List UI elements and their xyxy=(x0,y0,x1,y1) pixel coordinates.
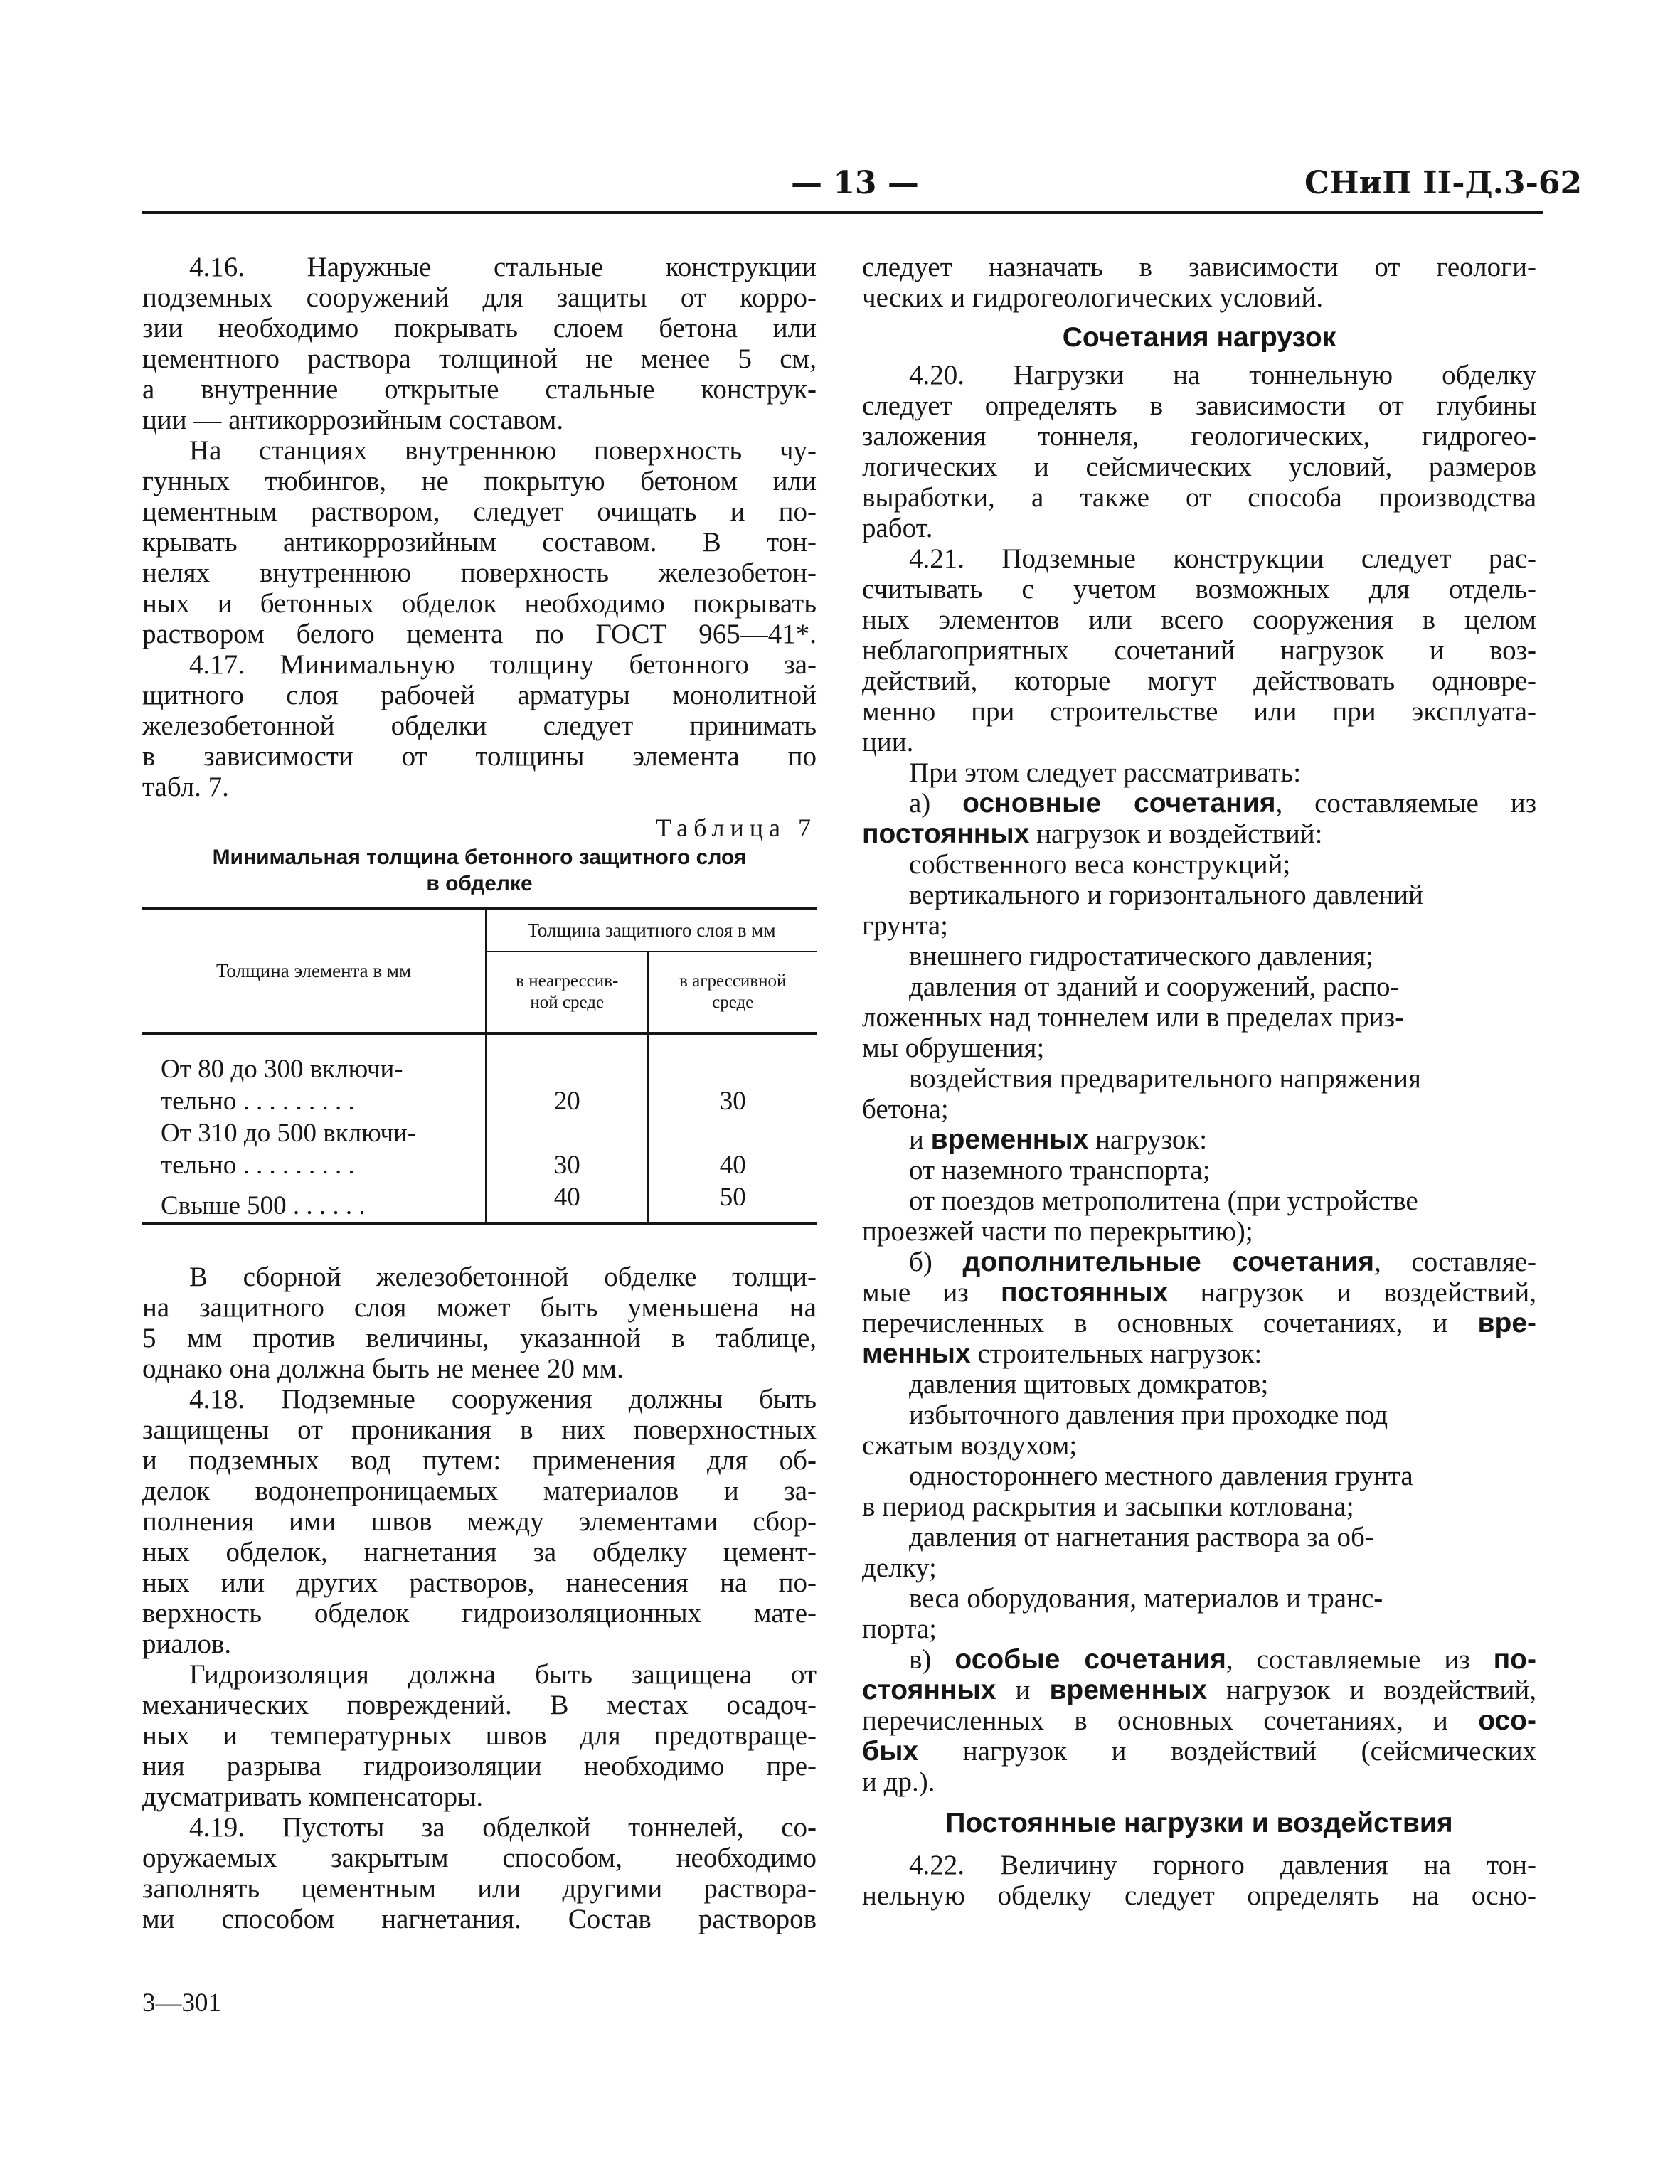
text-line: неблагоприятных сочетаний нагрузок и воз- xyxy=(862,635,1536,666)
table-header-non-aggressive: в неагрессив- ной среде xyxy=(486,952,648,1033)
list-item: одностороннего местного давления грунта xyxy=(909,1461,1413,1491)
text-line: механических повреждений. В местах осадоч- xyxy=(142,1690,817,1720)
text-line: ми способом нагнетания. Состав растворов xyxy=(142,1904,817,1934)
document-code: СНиП II-Д.3-62 xyxy=(1304,165,1583,201)
text-line: перечисленных в основных сочетаниях, и вре- xyxy=(862,1308,1536,1338)
paragraph-precast xyxy=(142,1262,817,1384)
text-line: заполнять цементным или другими раствора- xyxy=(142,1873,817,1904)
print-signature: 3—301 xyxy=(142,1988,221,2018)
paragraph-4-21 xyxy=(862,543,1536,757)
list-b-items xyxy=(862,1369,1536,1644)
text-line: ния разрыва гидроизоляции необходимо пре- xyxy=(142,1751,817,1781)
text-line: делок водонепроницаемых материалов и за- xyxy=(142,1476,817,1506)
table-header-cover-thickness: Толщина защитного слоя в мм xyxy=(486,908,817,952)
text-line: зии необходимо покрывать слоем бетона или xyxy=(142,313,817,343)
list-item: вертикального и горизонтального давлений xyxy=(909,880,1423,910)
text-line: выработки, а также от способа производства xyxy=(862,482,1536,513)
list-item: от поездов метрополитена (при устройстве xyxy=(909,1186,1418,1216)
table-number: Таблица 7 xyxy=(656,814,817,842)
list-item: веса оборудования, материалов и транс- xyxy=(909,1583,1383,1614)
list-item: внешнего гидростатического давления; xyxy=(909,941,1374,971)
paragraph-4-16 xyxy=(142,252,817,435)
text-line: считывать с учетом возможных для отдель- xyxy=(862,574,1536,604)
table-row xyxy=(142,1181,817,1223)
text-line: железобетонной обделки следует принимать xyxy=(142,710,817,741)
list-item: давления щитовых домкратов; xyxy=(909,1369,1269,1400)
text-line: ных или других растворов, нанесения на по- xyxy=(142,1567,817,1598)
table-cell-value: 20 xyxy=(486,1033,648,1117)
list-item: грунта; xyxy=(862,910,949,941)
text-line: ных элементов или всего сооружения в целом xyxy=(862,604,1536,635)
table-cell-value: 50 xyxy=(648,1181,817,1223)
list-item: проезжей части по перекрытию); xyxy=(862,1216,1253,1247)
list-item: порта; xyxy=(862,1614,937,1644)
text-line: перечисленных в основных сочетаниях, и осо- xyxy=(862,1705,1536,1736)
list-item: давления от зданий и сооружений, распо- xyxy=(909,971,1400,1002)
text-line: табл. 7. xyxy=(142,772,229,802)
text-line: ных и температурных швов для предотвраще- xyxy=(142,1720,817,1751)
list-item: собственного веса конструкций; xyxy=(909,849,1291,880)
text-line: менных строительных нагрузок: xyxy=(862,1338,1262,1369)
section-heading: Сочетания нагрузок xyxy=(1062,322,1336,353)
table-cell-label: От 310 до 500 включи- тельно . . . . . . . . . xyxy=(142,1117,486,1181)
thickness-table xyxy=(142,907,817,1225)
list-item: сжатым воздухом; xyxy=(862,1430,1078,1461)
text-line: 4.17. Минимальную толщину бетонного за- xyxy=(189,649,817,680)
table-row xyxy=(142,1117,817,1181)
paragraph-waterproofing xyxy=(142,1659,817,1812)
text-line: мые из постоянных нагрузок и воздействий, xyxy=(862,1277,1536,1308)
list-item-b: б) дополнительные сочетания, составляе- xyxy=(909,1247,1536,1277)
text-line: 5 мм против величины, указанной в таблице, xyxy=(142,1323,817,1353)
table-title: в обделке xyxy=(426,872,533,895)
text-line: 4.18. Подземные сооружения должны быть xyxy=(189,1384,817,1415)
paragraph-4-20 xyxy=(862,360,1536,543)
text-line: 4.21. Подземные конструкции следует рас- xyxy=(909,543,1536,574)
list-item: избыточного давления при проходке под xyxy=(909,1400,1388,1430)
right-column xyxy=(862,252,1536,1911)
text-line: верхность обделок гидроизоляционных мате- xyxy=(142,1598,817,1629)
list-item-c: в) особые сочетания, составляемые из по- xyxy=(909,1644,1536,1675)
table-cell-label: Свыше 500 . . . . . . xyxy=(142,1181,486,1223)
table-row xyxy=(142,1033,817,1117)
text-line: 4.22. Величину горного давления на тон- xyxy=(909,1850,1536,1880)
paragraph-4-22 xyxy=(862,1850,1536,1911)
list-item: от наземного транспорта; xyxy=(909,1155,1211,1186)
table-cell-label: От 80 до 300 включи- тельно . . . . . . . . . xyxy=(142,1033,486,1117)
text-line: оружаемых закрытым способом, необходимо xyxy=(142,1843,817,1873)
text-line: и временных нагрузок: xyxy=(909,1124,1208,1155)
text-line: ции — антикоррозийным составом. xyxy=(142,405,564,435)
text-line: ции. xyxy=(862,727,914,757)
paragraph-4-17 xyxy=(142,649,817,802)
text-line: ческих и гидрогеологических условий. xyxy=(862,282,1324,313)
text-line: подземных сооружений для защиты от корро- xyxy=(142,282,817,313)
text-line: менно при строительстве или при эксплуата- xyxy=(862,696,1536,727)
text-line: работ. xyxy=(862,513,933,543)
list-item: мы обрушения; xyxy=(862,1033,1045,1063)
section-heading: Постоянные нагрузки и воздействия xyxy=(945,1808,1453,1838)
text-line: нельную обделку следует определять на осно- xyxy=(862,1880,1536,1911)
paragraph-4-19-continued xyxy=(862,252,1536,313)
list-item-a: а) основные сочетания, составляемые из xyxy=(909,788,1536,819)
text-line: ных обделок, нагнетания за обделку цемент- xyxy=(142,1537,817,1567)
paragraph-stations xyxy=(142,435,817,649)
text-line: однако она должна быть не менее 20 мм. xyxy=(142,1353,624,1384)
text-line: а внутренние открытые стальные конструк- xyxy=(142,374,817,405)
paragraph-4-19 xyxy=(142,1812,817,1934)
text-line: и подземных вод путем: применения для об- xyxy=(142,1445,817,1476)
table-cell-value: 30 xyxy=(648,1033,817,1117)
table-cell-value: 40 xyxy=(648,1117,817,1181)
text-line: логических и сейсмических условий, размеров xyxy=(862,452,1536,482)
left-column xyxy=(142,252,817,1934)
text-line: В сборной железобетонной обделке толщи- xyxy=(189,1262,817,1292)
text-line: следует определять в зависимости от глубины xyxy=(862,390,1536,421)
list-item: в период раскрытия и засыпки котлована; xyxy=(862,1491,1354,1522)
table-header-element-thickness: Толщина элемента в мм xyxy=(142,908,486,1033)
text-line: 4.19. Пустоты за обделкой тоннелей, со- xyxy=(189,1812,817,1843)
page-number: — 13 — xyxy=(791,165,919,201)
text-line: Гидроизоляция должна быть защищена от xyxy=(189,1659,817,1690)
list-temp-items xyxy=(862,1155,1536,1247)
text-line: и др.). xyxy=(862,1767,935,1797)
text-line: риалов. xyxy=(142,1629,232,1659)
text-line: цементного раствора толщиной не менее 5 см, xyxy=(142,343,817,374)
text-line: дусматривать компенсаторы. xyxy=(142,1781,484,1812)
list-item: воздействия предварительного напряжения xyxy=(909,1063,1421,1094)
text-line: На станциях внутреннюю поверхность чу- xyxy=(189,435,817,466)
text-line: нелях внутреннюю поверхность железобетон- xyxy=(142,558,817,588)
text-line: гунных тюбингов, не покрытую бетоном или xyxy=(142,466,817,496)
table-header-aggressive: в агрессивной среде xyxy=(648,952,817,1033)
text-line: на защитного слоя может быть уменьшена на xyxy=(142,1292,817,1323)
text-line: полнения ими швов между элементами сбор- xyxy=(142,1506,817,1537)
list-item: бетона; xyxy=(862,1094,949,1124)
text-line: следует назначать в зависимости от геологи- xyxy=(862,252,1536,282)
text-line: раствором белого цемента по ГОСТ 965—41*. xyxy=(142,619,817,649)
text-line: ных и бетонных обделок необходимо покрывать xyxy=(142,588,817,619)
list-item: делку; xyxy=(862,1552,937,1583)
table-cell-value: 30 xyxy=(486,1117,648,1181)
text-line: крывать антикоррозийным составом. В тон- xyxy=(142,527,817,558)
text-line: в зависимости от толщины элемента по xyxy=(142,741,817,772)
text-line: действий, которые могут действовать одновре- xyxy=(862,666,1536,696)
text-line: постоянных нагрузок и воздействий: xyxy=(862,819,1323,849)
text-line: щитного слоя рабочей арматуры монолитной xyxy=(142,680,817,710)
text-line: 4.16. Наружные стальные конструкции xyxy=(189,252,817,282)
text-line: защищены от проникания в них поверхностных xyxy=(142,1415,817,1445)
table-title: Минимальная толщина бетонного защитного слоя xyxy=(212,846,747,869)
text-line: 4.20. Нагрузки на тоннельную обделку xyxy=(909,360,1536,390)
text-line: При этом следует рассматривать: xyxy=(909,757,1302,788)
text-line: бых нагрузок и воздействий (сейсмических xyxy=(862,1736,1536,1767)
paragraph-4-18 xyxy=(142,1384,817,1659)
text-line: цементным раствором, следует очищать и по- xyxy=(142,496,817,527)
list-item: давления от нагнетания раствора за об- xyxy=(909,1522,1374,1552)
list-item: ложенных над тоннелем или в пределах приз- xyxy=(862,1002,1405,1033)
text-line: стоянных и временных нагрузок и воздействий, xyxy=(862,1675,1537,1705)
text-line: заложения тоннеля, геологических, гидрогео- xyxy=(862,421,1536,452)
table-cell-value: 40 xyxy=(486,1181,648,1223)
list-a-items xyxy=(862,849,1536,1124)
header-rule xyxy=(142,211,1543,214)
